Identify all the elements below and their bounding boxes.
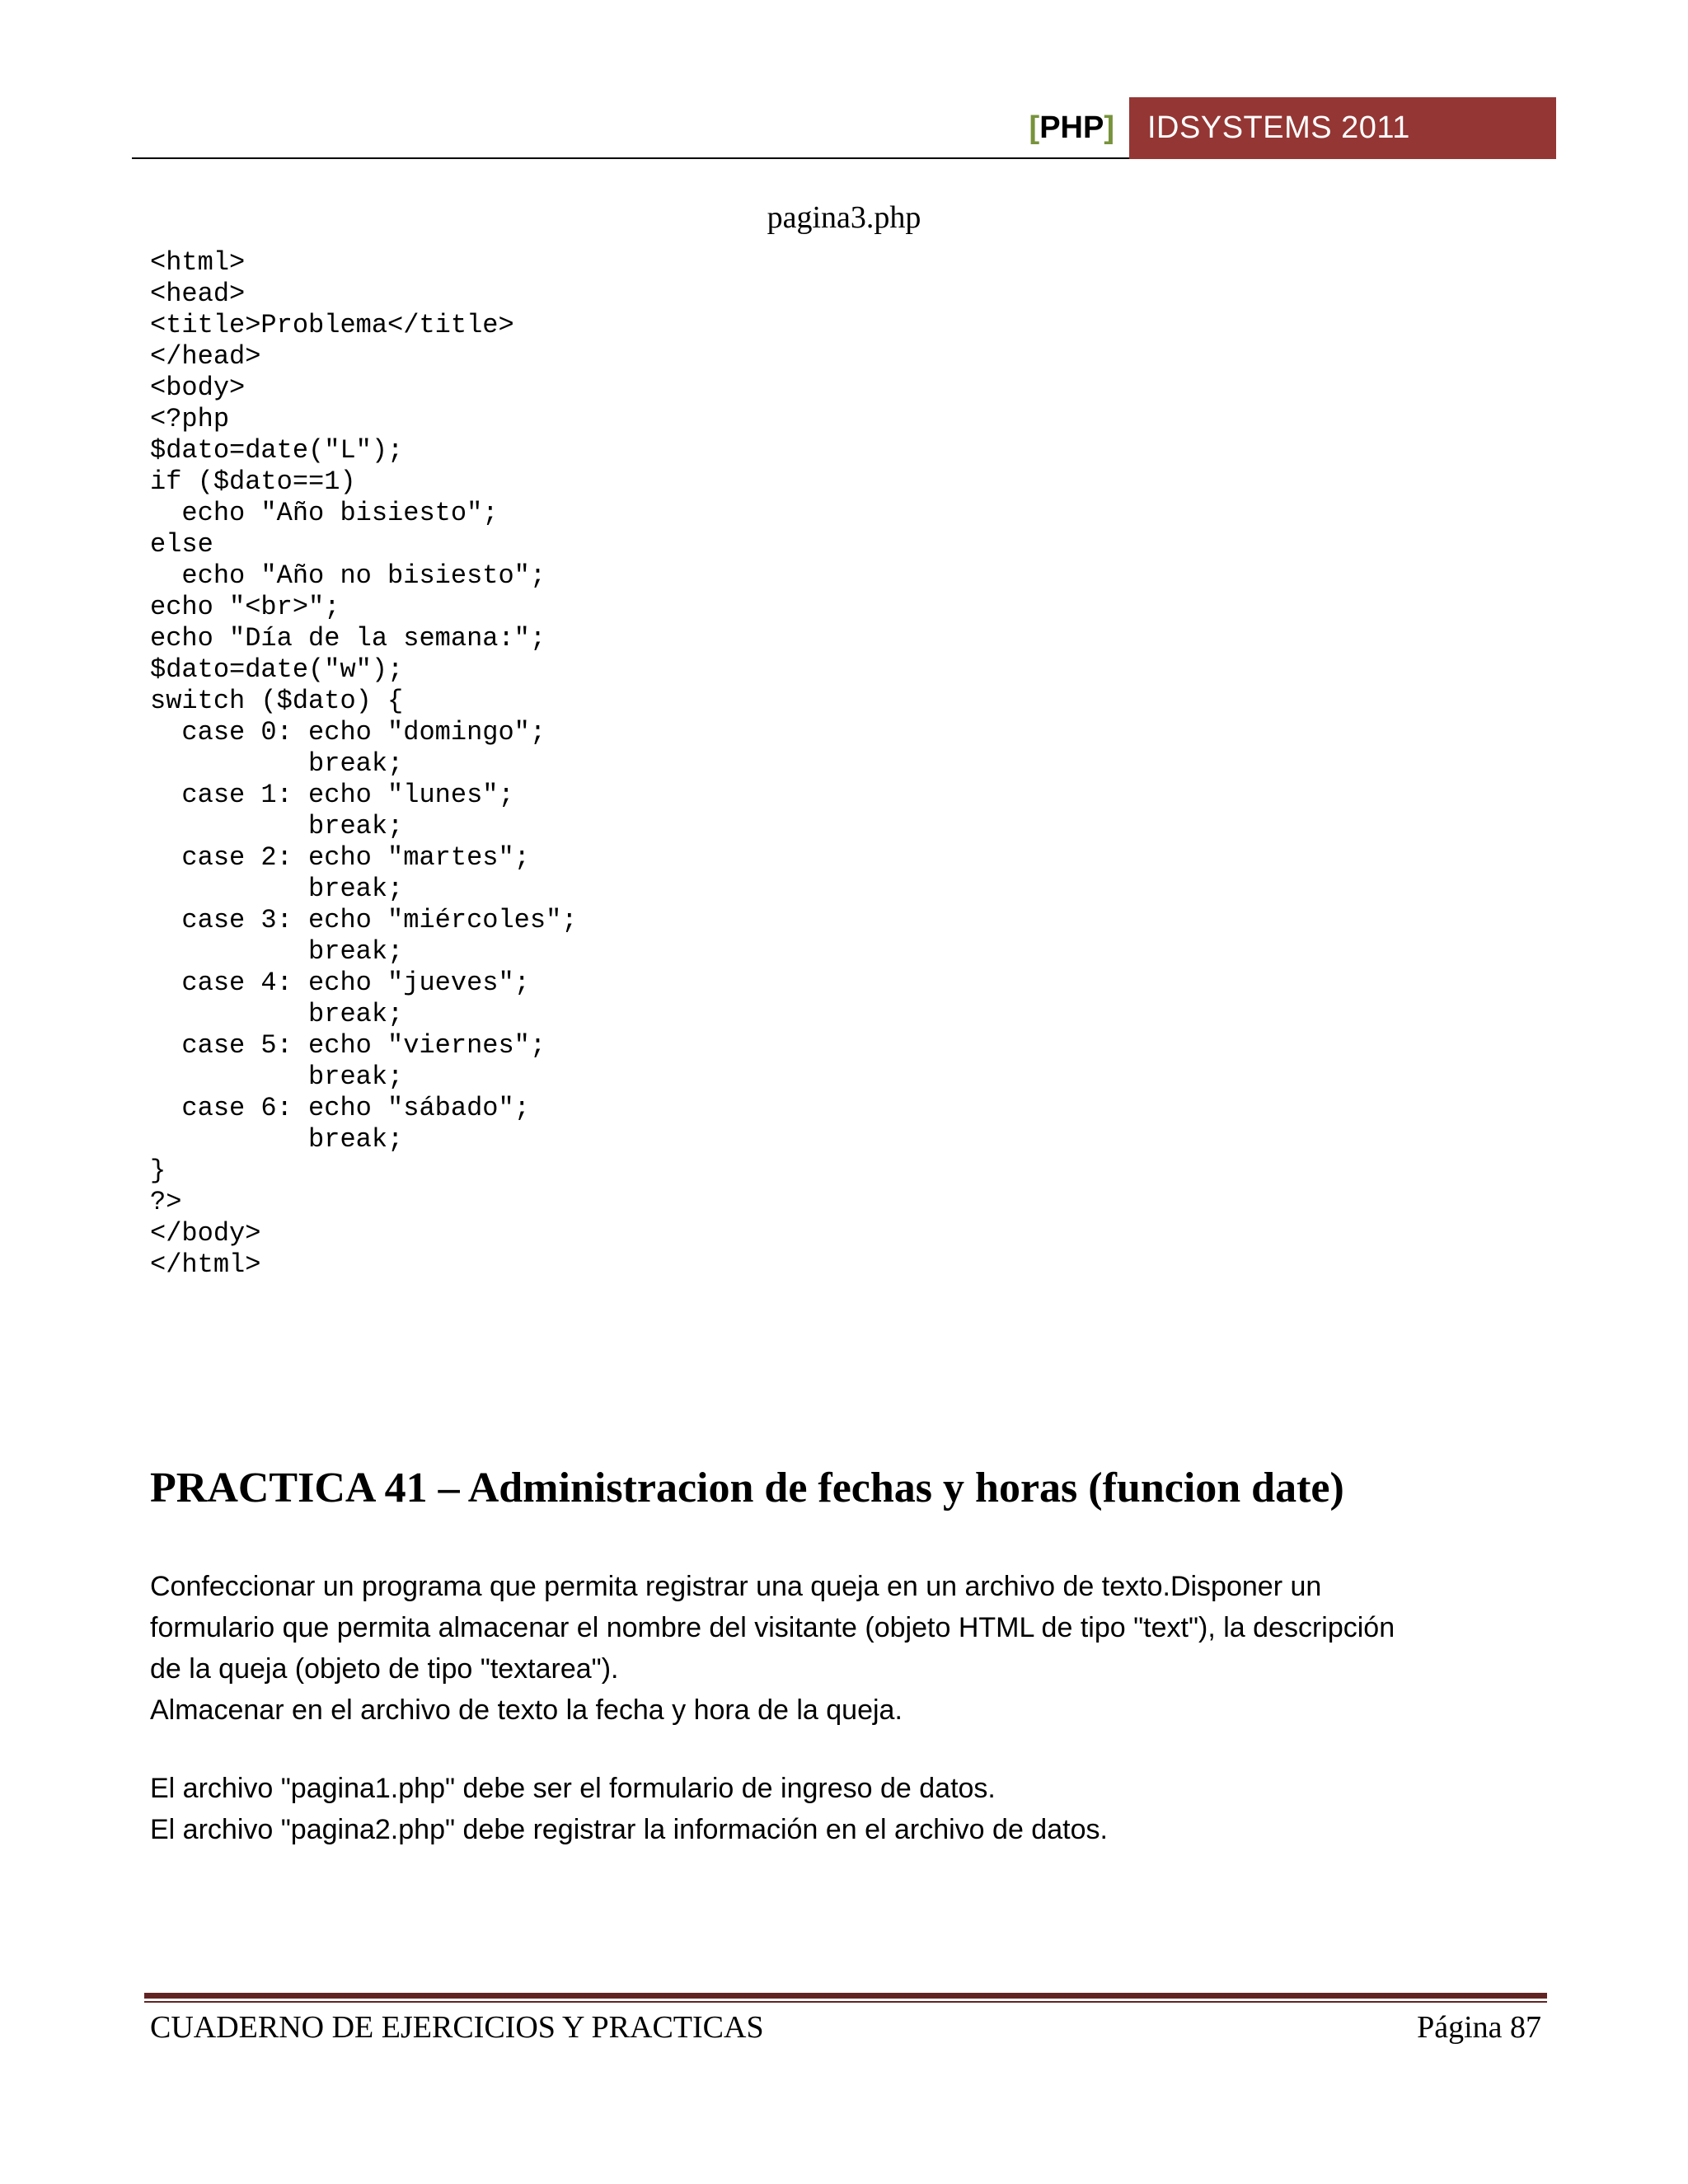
paragraph-line: de la queja (objeto de tipo "textarea"). [150,1653,619,1685]
code-line: </head> [150,341,261,372]
code-line: break; [150,936,404,967]
code-line: ?> [150,1187,182,1217]
code-line: case 5: echo "viernes"; [150,1030,546,1061]
header-tag [1029,107,1114,148]
code-line: echo "Año no bisiesto"; [150,560,546,591]
code-file-name: pagina3.php [767,200,921,235]
header-title: IDSYSTEMS 2011 [1147,110,1410,145]
code-line: <head> [150,279,246,309]
paragraph-line: El archivo "pagina1.php" debe ser el formulario de ingreso de datos. [150,1773,996,1804]
code-line: <?php [150,404,230,434]
paragraph-line: Confeccionar un programa que permita registrar una queja en un archivo de texto.Disponer un [150,1571,1322,1602]
code-line: echo "Año bisiesto"; [150,498,499,528]
header-rule [132,157,1129,159]
practice-title: PRACTICA 41 – Administracion de fechas y horas (funcion date) [150,1465,1344,1511]
code-line: echo "Día de la semana:"; [150,623,546,654]
header-bracket-close: ] [1104,110,1114,145]
code-line: </body> [150,1218,261,1249]
paragraph-line: El archivo "pagina2.php" debe registrar la información en el archivo de datos. [150,1814,1108,1845]
paragraph-line: formulario que permita almacenar el nombre del visitante (objeto HTML de tipo "text"), la descripción [150,1612,1395,1643]
footer-book-title: CUADERNO DE EJERCICIOS Y PRACTICAS [150,2010,764,2045]
code-line: <title>Problema</title> [150,310,514,340]
header-bracket-open: [ [1029,110,1040,145]
code-line: break; [150,1124,404,1155]
footer-rule-thin [144,2001,1547,2003]
code-listing [150,247,577,1281]
footer-page-number: Página 87 [1417,2010,1541,2045]
code-line: break; [150,999,404,1029]
practice-paragraph-files [150,1768,1551,1850]
paragraph-line: Almacenar en el archivo de texto la fecha y hora de la queja. [150,1694,903,1726]
code-line: case 0: echo "domingo"; [150,717,546,748]
code-line: break; [150,811,404,841]
code-line: $dato=date("w"); [150,654,404,685]
code-line: else [150,529,213,560]
code-line: case 1: echo "lunes"; [150,780,514,810]
footer-rule-thick [144,1993,1547,1999]
code-line: case 2: echo "martes"; [150,842,530,873]
code-line: switch ($dato) { [150,686,404,716]
code-line: } [150,1155,166,1186]
practice-paragraph-instructions [150,1566,1551,1731]
code-line: break; [150,1062,404,1092]
code-line: case 3: echo "miércoles"; [150,905,578,935]
code-line: case 4: echo "jueves"; [150,968,530,998]
code-line: case 6: echo "sábado"; [150,1093,530,1123]
code-line: $dato=date("L"); [150,435,404,466]
code-line: break; [150,874,404,904]
code-line: <html> [150,247,246,278]
code-line: break; [150,748,404,779]
code-line: echo "<br>"; [150,592,340,622]
code-line: <body> [150,373,246,403]
code-line: if ($dato==1) [150,466,356,497]
code-line: </html> [150,1249,261,1280]
header-tag-text: PHP [1039,110,1104,145]
